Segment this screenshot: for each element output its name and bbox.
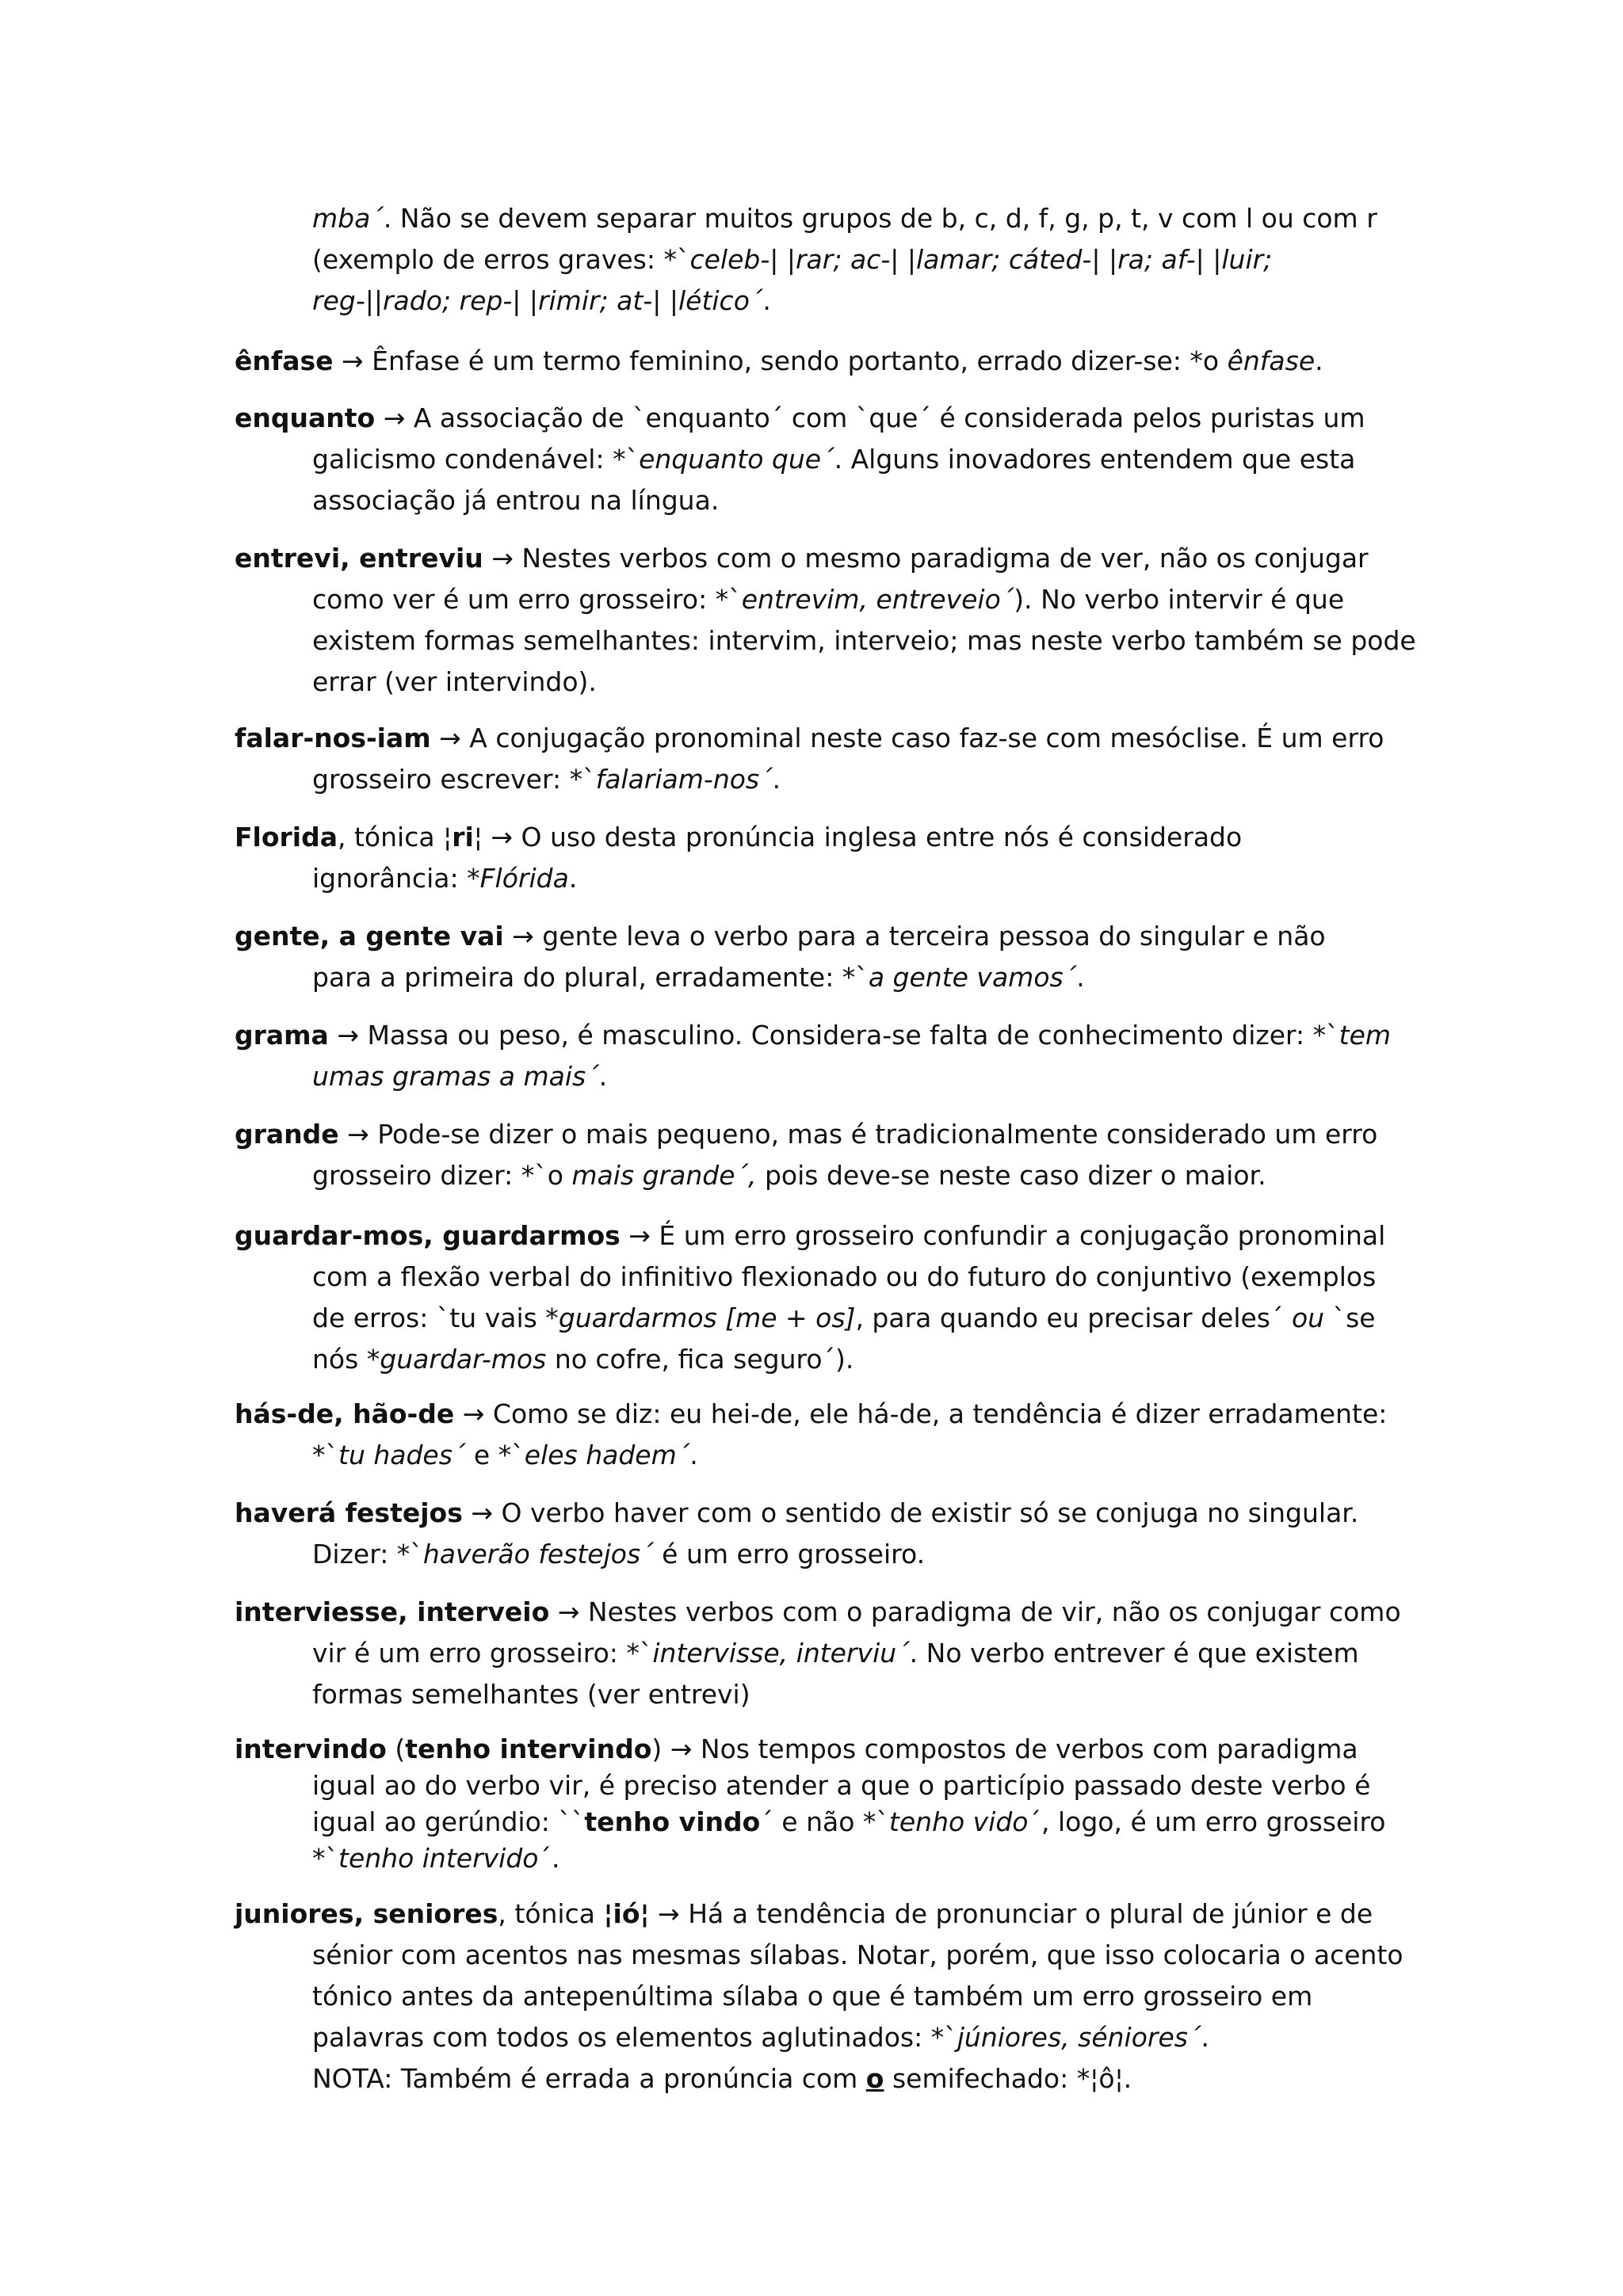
- entry-line: [235, 921, 1326, 952]
- body-text: .: [568, 863, 578, 894]
- body-text: igual ao do verbo vir, é preciso atender a que o particípio passado deste verbo é: [312, 1770, 1371, 1801]
- body-text: e *`: [465, 1440, 525, 1470]
- body-text: ¦ → O uso desta pronúncia inglesa entre nós é considerado: [473, 822, 1243, 852]
- example-text: tu hades´: [338, 1440, 466, 1470]
- entry-line: [235, 1119, 1377, 1150]
- body-text: semifechado: *¦ô¦.: [884, 2063, 1132, 2094]
- headword-text: guardar-mos, guardarmos: [235, 1220, 621, 1251]
- body-text: → Há a tendência de pronunciar o plural de júnior e de: [649, 1898, 1373, 1929]
- headword-text: ênfase: [235, 345, 334, 376]
- body-text: , tónica: [498, 1898, 604, 1929]
- body-text: vir é um erro grosseiro: *`: [312, 1638, 653, 1669]
- entry-line: [235, 402, 1365, 434]
- body-text: com a flexão verbal do infinitivo flexionado ou do futuro do conjuntivo (exemplos: [312, 1261, 1377, 1292]
- example-text: ênfase: [1227, 345, 1316, 376]
- body-text: o: [865, 2063, 884, 2094]
- body-text: → Pode-se dizer o mais pequeno, mas é tradicionalmente considerado um erro: [338, 1119, 1378, 1150]
- headword-text: intervindo: [235, 1733, 387, 1764]
- body-text: pois deve-se neste caso dizer o maior.: [756, 1160, 1266, 1191]
- entry-line: [312, 1939, 1403, 1971]
- body-text: Dizer: *`: [312, 1539, 423, 1569]
- body-text: `se: [1324, 1302, 1376, 1333]
- entry-line: [312, 764, 781, 795]
- example-text: tenho intervido: [338, 1843, 539, 1874]
- body-text: formas semelhantes (ver entrevi): [312, 1679, 750, 1710]
- example-text: haverão festejos´: [422, 1539, 654, 1569]
- example-text: ou: [1291, 1302, 1325, 1333]
- body-text: .: [1315, 345, 1323, 376]
- body-text: .: [1076, 962, 1085, 993]
- body-text: ) → Nos tempos compostos de verbos com paradigma: [651, 1733, 1358, 1764]
- body-text: grosseiro dizer: *`o: [312, 1160, 572, 1191]
- body-text: igual ao gerúndio: ``: [312, 1806, 585, 1837]
- body-text: .: [762, 285, 771, 316]
- example-text: celeb-| |rar; ac-| |lamar; cáted-| |ra; af-| |luir;: [689, 244, 1273, 275]
- entry-line: [312, 863, 577, 894]
- headword-text: tenho intervindo: [405, 1733, 652, 1764]
- body-text: .: [1201, 2022, 1209, 2053]
- entry-line: [312, 1160, 1266, 1192]
- body-text: no cofre, fica seguro´).: [546, 1344, 854, 1375]
- entry-line: [312, 1981, 1312, 2012]
- body-text: NOTA: Também é errada a pronúncia com: [312, 2063, 866, 2094]
- example-text: umas gramas a mais´: [312, 1061, 599, 1092]
- body-text: → A associação de `enquanto´ com `que´ é considerada pelos puristas um: [375, 402, 1365, 433]
- body-text: , tónica ¦: [338, 822, 453, 852]
- entry-line: [312, 1261, 1376, 1293]
- entry-line: [235, 723, 1384, 754]
- entry-line: [312, 1440, 698, 1471]
- body-text: . Alguns inovadores entendem que esta: [834, 444, 1356, 475]
- body-text: → O verbo haver com o sentido de existir só se conjuga no singular.: [462, 1497, 1359, 1528]
- example-text: júniores, séniores´: [957, 2022, 1201, 2053]
- body-text: , para quando eu precisar deles´: [855, 1302, 1292, 1333]
- entry-line: [312, 1770, 1370, 1802]
- example-text: tem: [1338, 1020, 1392, 1051]
- body-text: → A conjugação pronominal neste caso faz-se com mesóclise. É um erro: [430, 723, 1384, 753]
- body-text: tónico antes da antepenúltima sílaba o que é também um erro grosseiro em: [312, 1981, 1313, 2012]
- entry-line: [312, 2022, 1209, 2054]
- headword-text: enquanto: [235, 402, 376, 433]
- entry-line: [235, 1898, 1373, 1930]
- body-text: ignorância: *: [312, 863, 480, 894]
- headword-text: falar-nos-iam: [235, 723, 431, 753]
- body-text: → Massa ou peso, é masculino. Considera-se falta de conhecimento dizer: *`: [328, 1020, 1339, 1051]
- entry-line: [312, 244, 1272, 276]
- body-text: *`: [312, 1843, 338, 1874]
- headword-text: tenho vindo: [584, 1806, 761, 1837]
- headword-text: hás-de, hão-de: [235, 1398, 455, 1429]
- body-text: nós *: [312, 1344, 380, 1375]
- entry-line: [235, 822, 1242, 853]
- example-text: tenho vido: [888, 1806, 1029, 1837]
- headword-text: ri: [452, 822, 474, 852]
- example-text: entrevim, entreveio´: [741, 584, 1014, 615]
- body-text: ´ e não *`: [760, 1806, 889, 1837]
- body-text: palavras com todos os elementos aglutinados: *`: [312, 2022, 957, 2053]
- body-text: → Nestes verbos com o mesmo paradigma de ver, não os conjugar: [483, 543, 1369, 574]
- body-text: .: [598, 1061, 608, 1092]
- entry-line: [235, 345, 1323, 377]
- body-text: para a primeira do plural, erradamente: *`: [312, 962, 869, 993]
- entry-line: [312, 625, 1416, 657]
- entry-line: [312, 1638, 1359, 1669]
- entry-line: [312, 1344, 854, 1375]
- entry-line: [312, 203, 1377, 235]
- example-text: a gente vamos´: [868, 962, 1077, 993]
- body-text: . No verbo entrever é que existem: [909, 1638, 1359, 1669]
- entry-line: [235, 1497, 1358, 1529]
- entry-line: [312, 666, 597, 698]
- entry-line: [235, 1596, 1401, 1628]
- body-text: como ver é um erro grosseiro: *`: [312, 584, 742, 615]
- headword-text: haverá festejos: [235, 1497, 463, 1528]
- body-text: é um erro grosseiro.: [653, 1539, 926, 1569]
- body-text: grosseiro escrever: *`: [312, 764, 596, 795]
- body-text: → É um erro grosseiro confundir a conjugação pronominal: [620, 1220, 1386, 1251]
- entry-line: [312, 962, 1085, 994]
- entry-line: [312, 2063, 1132, 2095]
- entry-line: [312, 1806, 1385, 1838]
- headword-text: ¦ió¦: [603, 1898, 650, 1929]
- headword-text: grama: [235, 1020, 329, 1051]
- body-text: → Como se diz: eu hei-de, ele há-de, a tendência é dizer erradamente:: [454, 1398, 1388, 1429]
- body-text: associação já entrou na língua.: [312, 485, 720, 516]
- example-text: mba´: [312, 203, 384, 234]
- body-text: *`: [312, 1440, 338, 1470]
- entry-line: [312, 1061, 607, 1093]
- example-text: guardarmos [me + os]: [558, 1302, 856, 1333]
- entry-line: [235, 1020, 1391, 1051]
- body-text: → gente leva o verbo para a terceira pessoa do singular e não: [503, 921, 1326, 952]
- body-text: galicismo condenável: *`: [312, 444, 640, 475]
- headword-text: Florida: [235, 822, 338, 852]
- body-text: (exemplo de erros graves: *`: [312, 244, 690, 275]
- entry-line: [312, 1302, 1376, 1334]
- entry-line: [235, 1220, 1385, 1252]
- entry-line: [312, 1679, 750, 1711]
- example-text: guardar-mos: [380, 1344, 547, 1375]
- entry-line: [235, 543, 1369, 574]
- entry-line: [312, 285, 771, 317]
- headword-text: juniores, seniores: [235, 1898, 498, 1929]
- example-text: Flórida: [479, 863, 569, 894]
- entry-line: [312, 485, 719, 517]
- body-text: existem formas semelhantes: intervim, interveio; mas neste verbo também se pode: [312, 625, 1416, 656]
- entry-line: [312, 444, 1355, 475]
- example-text: reg-||rado; rep-| |rimir; at-| |lético´: [312, 285, 763, 316]
- body-text: . Não se devem separar muitos grupos de b, c, d, f, g, p, t, v com l ou com r: [383, 203, 1377, 234]
- body-text: de erros: `tu vais *: [312, 1302, 559, 1333]
- body-text: ´.: [538, 1843, 560, 1874]
- body-text: .: [772, 764, 781, 795]
- entry-line: [312, 584, 1344, 616]
- example-text: falariam-nos´: [595, 764, 773, 795]
- example-text: enquanto que´: [639, 444, 834, 475]
- entry-line: [235, 1733, 1358, 1765]
- body-text: → Nestes verbos com o paradigma de vir, não os conjugar como: [549, 1596, 1401, 1627]
- entry-line: [312, 1843, 559, 1875]
- headword-text: gente, a gente vai: [235, 921, 504, 952]
- example-text: intervisse, interviu´: [652, 1638, 910, 1669]
- headword-text: entrevi, entreviu: [235, 543, 483, 574]
- body-text: → Ênfase é um termo feminino, sendo portanto, errado dizer-se: *o: [333, 345, 1228, 376]
- body-text: ). No verbo intervir é que: [1014, 584, 1345, 615]
- entry-line: [312, 1539, 925, 1570]
- body-text: errar (ver intervindo).: [312, 666, 597, 697]
- body-text: sénior com acentos nas mesmas sílabas. Notar, porém, que isso colocaria o acento: [312, 1939, 1403, 1970]
- body-text: (: [386, 1733, 406, 1764]
- entry-line: [235, 1398, 1387, 1430]
- example-text: mais grande´,: [571, 1160, 757, 1191]
- headword-text: interviesse, interveio: [235, 1596, 550, 1627]
- example-text: eles hadem´: [524, 1440, 690, 1470]
- body-text: ´, logo, é um erro grosseiro: [1028, 1806, 1386, 1837]
- body-text: .: [689, 1440, 698, 1470]
- headword-text: grande: [235, 1119, 339, 1150]
